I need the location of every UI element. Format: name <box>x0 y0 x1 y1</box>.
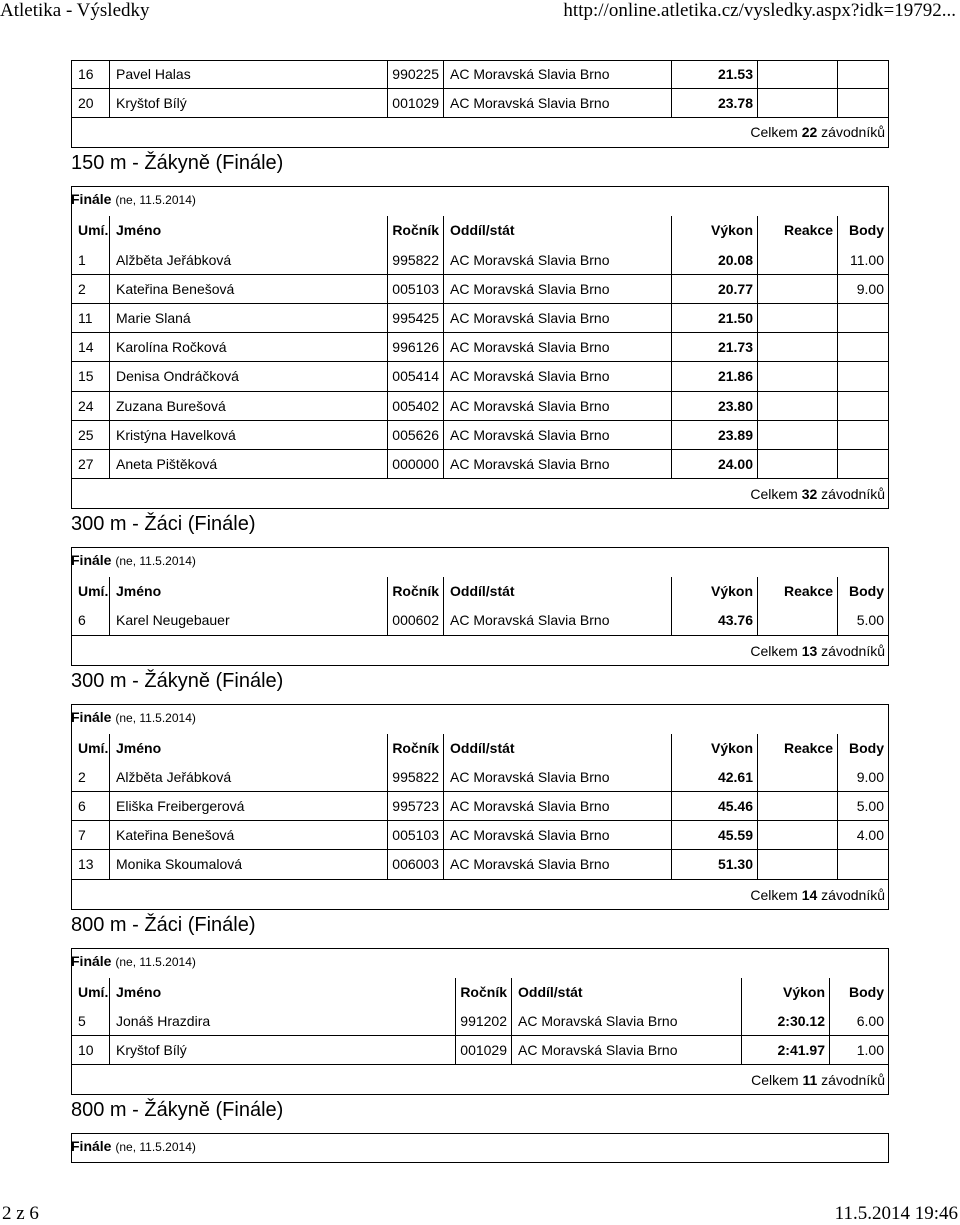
cell-1: Jonáš Hrazdira <box>109 1007 455 1036</box>
event-total <box>751 1072 885 1088</box>
col-header-4: Výkon <box>671 577 757 606</box>
cell-3: AC Moravská Slavia Brno <box>443 392 671 421</box>
total-unit: závodníků <box>821 1072 885 1089</box>
print-url: http://online.atletika.cz/vysledky.aspx?idk=19792... <box>563 0 956 21</box>
cell-3: AC Moravská Slavia Brno <box>443 275 671 304</box>
total-unit: závodníků <box>821 886 885 903</box>
cell-6: 11.00 <box>837 246 889 275</box>
cell-1: Alžběta Jeřábková <box>109 763 387 792</box>
col-header-4: Výkon <box>671 734 757 763</box>
cell-3: AC Moravská Slavia Brno <box>443 60 671 89</box>
col-header-1: Jméno <box>109 577 387 606</box>
final-label: Finále <box>71 1138 112 1155</box>
col-header-1: Jméno <box>109 734 387 763</box>
cell-1: Kryštof Bílý <box>109 89 387 118</box>
print-title: Atletika - Výsledky <box>0 0 150 21</box>
table-frame <box>71 186 889 509</box>
cell-3: AC Moravská Slavia Brno <box>443 304 671 333</box>
cell-4: 51.30 <box>671 850 757 879</box>
total-label: Celkem <box>750 642 798 659</box>
cell-3: AC Moravská Slavia Brno <box>443 792 671 821</box>
cell-3: AC Moravská Slavia Brno <box>443 89 671 118</box>
col-header-3: Oddíl/stát <box>443 734 671 763</box>
final-date: (ne, 11.5.2014) <box>115 710 196 725</box>
cell-2: 005402 <box>387 392 443 421</box>
cell-1: Pavel Halas <box>109 60 387 89</box>
cell-4: 2:41.97 <box>741 1036 829 1065</box>
col-header-2: Ročník <box>455 978 511 1007</box>
col-header-4: Výkon <box>741 978 829 1007</box>
cell-1: Marie Slaná <box>109 304 387 333</box>
cell-1: Kateřina Benešová <box>109 821 387 850</box>
event-title: 150 m - Žákyně (Finále) <box>71 152 284 175</box>
cell-2: 001029 <box>455 1036 511 1065</box>
cell-4: 42.61 <box>671 763 757 792</box>
total-unit: závodníků <box>821 124 885 141</box>
cell-3: AC Moravská Slavia Brno <box>443 850 671 879</box>
cell-5: 1.00 <box>829 1036 889 1065</box>
total-label: Celkem <box>750 886 798 903</box>
cell-3: AC Moravská Slavia Brno <box>443 362 671 391</box>
total-unit: závodníků <box>821 642 885 659</box>
cell-0: 2 <box>71 763 109 792</box>
cell-2: 995822 <box>387 246 443 275</box>
cell-6: 5.00 <box>837 606 889 635</box>
col-header-1: Jméno <box>109 216 387 245</box>
col-header-2: Ročník <box>387 734 443 763</box>
cell-0: 14 <box>71 333 109 362</box>
cell-4: 23.78 <box>671 89 757 118</box>
col-header-3: Oddíl/stát <box>443 216 671 245</box>
final-label: Finále <box>71 708 112 725</box>
total-count: 14 <box>801 886 818 903</box>
table-frame <box>71 704 889 910</box>
total-label: Celkem <box>750 486 798 503</box>
col-header-0: Umí. <box>71 734 109 763</box>
col-header-6: Body <box>837 734 889 763</box>
total-count: 22 <box>801 124 818 141</box>
total-unit: závodníků <box>821 486 885 503</box>
cell-2: 996126 <box>387 333 443 362</box>
cell-4: 45.46 <box>671 792 757 821</box>
cell-6: 9.00 <box>837 763 889 792</box>
cell-4: 2:30.12 <box>741 1007 829 1036</box>
total-label: Celkem <box>751 1072 799 1089</box>
cell-3: AC Moravská Slavia Brno <box>443 763 671 792</box>
final-label: Finále <box>71 952 112 969</box>
col-header-0: Umí. <box>71 978 109 1007</box>
cell-4: 24.00 <box>671 450 757 479</box>
cell-2: 995425 <box>387 304 443 333</box>
cell-3: AC Moravská Slavia Brno <box>511 1007 741 1036</box>
cell-1: Denisa Ondráčková <box>109 362 387 391</box>
cell-2: 005103 <box>387 275 443 304</box>
cell-5: 6.00 <box>829 1007 889 1036</box>
total-count: 32 <box>801 486 818 503</box>
cell-1: Kateřina Benešová <box>109 275 387 304</box>
cell-1: Karel Neugebauer <box>109 606 387 635</box>
cell-3: AC Moravská Slavia Brno <box>443 606 671 635</box>
cell-0: 24 <box>71 392 109 421</box>
cell-4: 20.08 <box>671 246 757 275</box>
cell-1: Kristýna Havelková <box>109 421 387 450</box>
cell-0: 16 <box>71 60 109 89</box>
cell-0: 5 <box>71 1007 109 1036</box>
cell-3: AC Moravská Slavia Brno <box>443 246 671 275</box>
cell-6: 5.00 <box>837 792 889 821</box>
col-header-0: Umí. <box>71 216 109 245</box>
event-title: 800 m - Žákyně (Finále) <box>71 1099 284 1122</box>
final-date: (ne, 11.5.2014) <box>115 954 196 969</box>
cell-4: 20.77 <box>671 275 757 304</box>
page-header <box>0 0 960 24</box>
event-title: 300 m - Žáci (Finále) <box>71 513 256 536</box>
cell-0: 1 <box>71 246 109 275</box>
cell-1: Zuzana Burešová <box>109 392 387 421</box>
total-count: 13 <box>801 642 818 659</box>
col-header-6: Body <box>837 216 889 245</box>
col-header-3: Oddíl/stát <box>443 577 671 606</box>
col-header-5: Reakce <box>757 734 837 763</box>
cell-1: Karolína Ročková <box>109 333 387 362</box>
cell-0: 6 <box>71 792 109 821</box>
cell-1: Kryštof Bílý <box>109 1036 455 1065</box>
col-header-3: Oddíl/stát <box>511 978 741 1007</box>
final-label: Finále <box>71 552 112 569</box>
cell-4: 23.89 <box>671 421 757 450</box>
col-header-0: Umí. <box>71 577 109 606</box>
cell-1: Monika Skoumalová <box>109 850 387 879</box>
cell-2: 005414 <box>387 362 443 391</box>
cell-4: 21.73 <box>671 333 757 362</box>
col-header-5: Reakce <box>757 216 837 245</box>
final-label: Finále <box>71 191 112 208</box>
cell-4: 45.59 <box>671 821 757 850</box>
cell-1: Aneta Pištěková <box>109 450 387 479</box>
print-timestamp: 11.5.2014 19:46 <box>834 1203 958 1224</box>
total-label: Celkem <box>750 124 798 141</box>
cell-1: Alžběta Jeřábková <box>109 246 387 275</box>
cell-0: 15 <box>71 362 109 391</box>
cell-2: 995723 <box>387 792 443 821</box>
col-header-5: Body <box>829 978 889 1007</box>
cell-0: 10 <box>71 1036 109 1065</box>
event-title: 300 m - Žákyně (Finále) <box>71 669 284 692</box>
final-date: (ne, 11.5.2014) <box>115 1140 196 1155</box>
event-total <box>750 486 885 502</box>
cell-2: 005103 <box>387 821 443 850</box>
cell-2: 000000 <box>387 450 443 479</box>
cell-0: 27 <box>71 450 109 479</box>
final-date: (ne, 11.5.2014) <box>115 193 196 208</box>
cell-1: Eliška Freibergerová <box>109 792 387 821</box>
cell-3: AC Moravská Slavia Brno <box>443 821 671 850</box>
cell-4: 43.76 <box>671 606 757 635</box>
cell-2: 005626 <box>387 421 443 450</box>
cell-2: 990225 <box>387 60 443 89</box>
col-header-2: Ročník <box>387 216 443 245</box>
cell-2: 001029 <box>387 89 443 118</box>
cell-4: 21.86 <box>671 362 757 391</box>
col-header-1: Jméno <box>109 978 455 1007</box>
col-header-5: Reakce <box>757 577 837 606</box>
table-frame <box>71 1133 889 1163</box>
cell-6: 4.00 <box>837 821 889 850</box>
cell-2: 995822 <box>387 763 443 792</box>
cell-4: 23.80 <box>671 392 757 421</box>
cell-6: 9.00 <box>837 275 889 304</box>
cell-4: 21.53 <box>671 60 757 89</box>
cell-2: 000602 <box>387 606 443 635</box>
col-header-4: Výkon <box>671 216 757 245</box>
col-header-2: Ročník <box>387 577 443 606</box>
cell-0: 6 <box>71 606 109 635</box>
carry-total <box>750 124 885 140</box>
cell-3: AC Moravská Slavia Brno <box>443 450 671 479</box>
cell-4: 21.50 <box>671 304 757 333</box>
cell-0: 2 <box>71 275 109 304</box>
total-count: 11 <box>802 1072 818 1089</box>
page-number: 2 z 6 <box>2 1203 39 1224</box>
col-header-6: Body <box>837 577 889 606</box>
cell-2: 991202 <box>455 1007 511 1036</box>
event-title: 800 m - Žáci (Finále) <box>71 913 256 936</box>
event-total <box>750 643 885 659</box>
cell-2: 006003 <box>387 850 443 879</box>
event-total <box>750 887 885 903</box>
cell-0: 20 <box>71 89 109 118</box>
cell-0: 7 <box>71 821 109 850</box>
cell-0: 13 <box>71 850 109 879</box>
final-date: (ne, 11.5.2014) <box>115 554 196 569</box>
cell-3: AC Moravská Slavia Brno <box>443 333 671 362</box>
cell-0: 11 <box>71 304 109 333</box>
cell-0: 25 <box>71 421 109 450</box>
cell-3: AC Moravská Slavia Brno <box>443 421 671 450</box>
cell-3: AC Moravská Slavia Brno <box>511 1036 741 1065</box>
